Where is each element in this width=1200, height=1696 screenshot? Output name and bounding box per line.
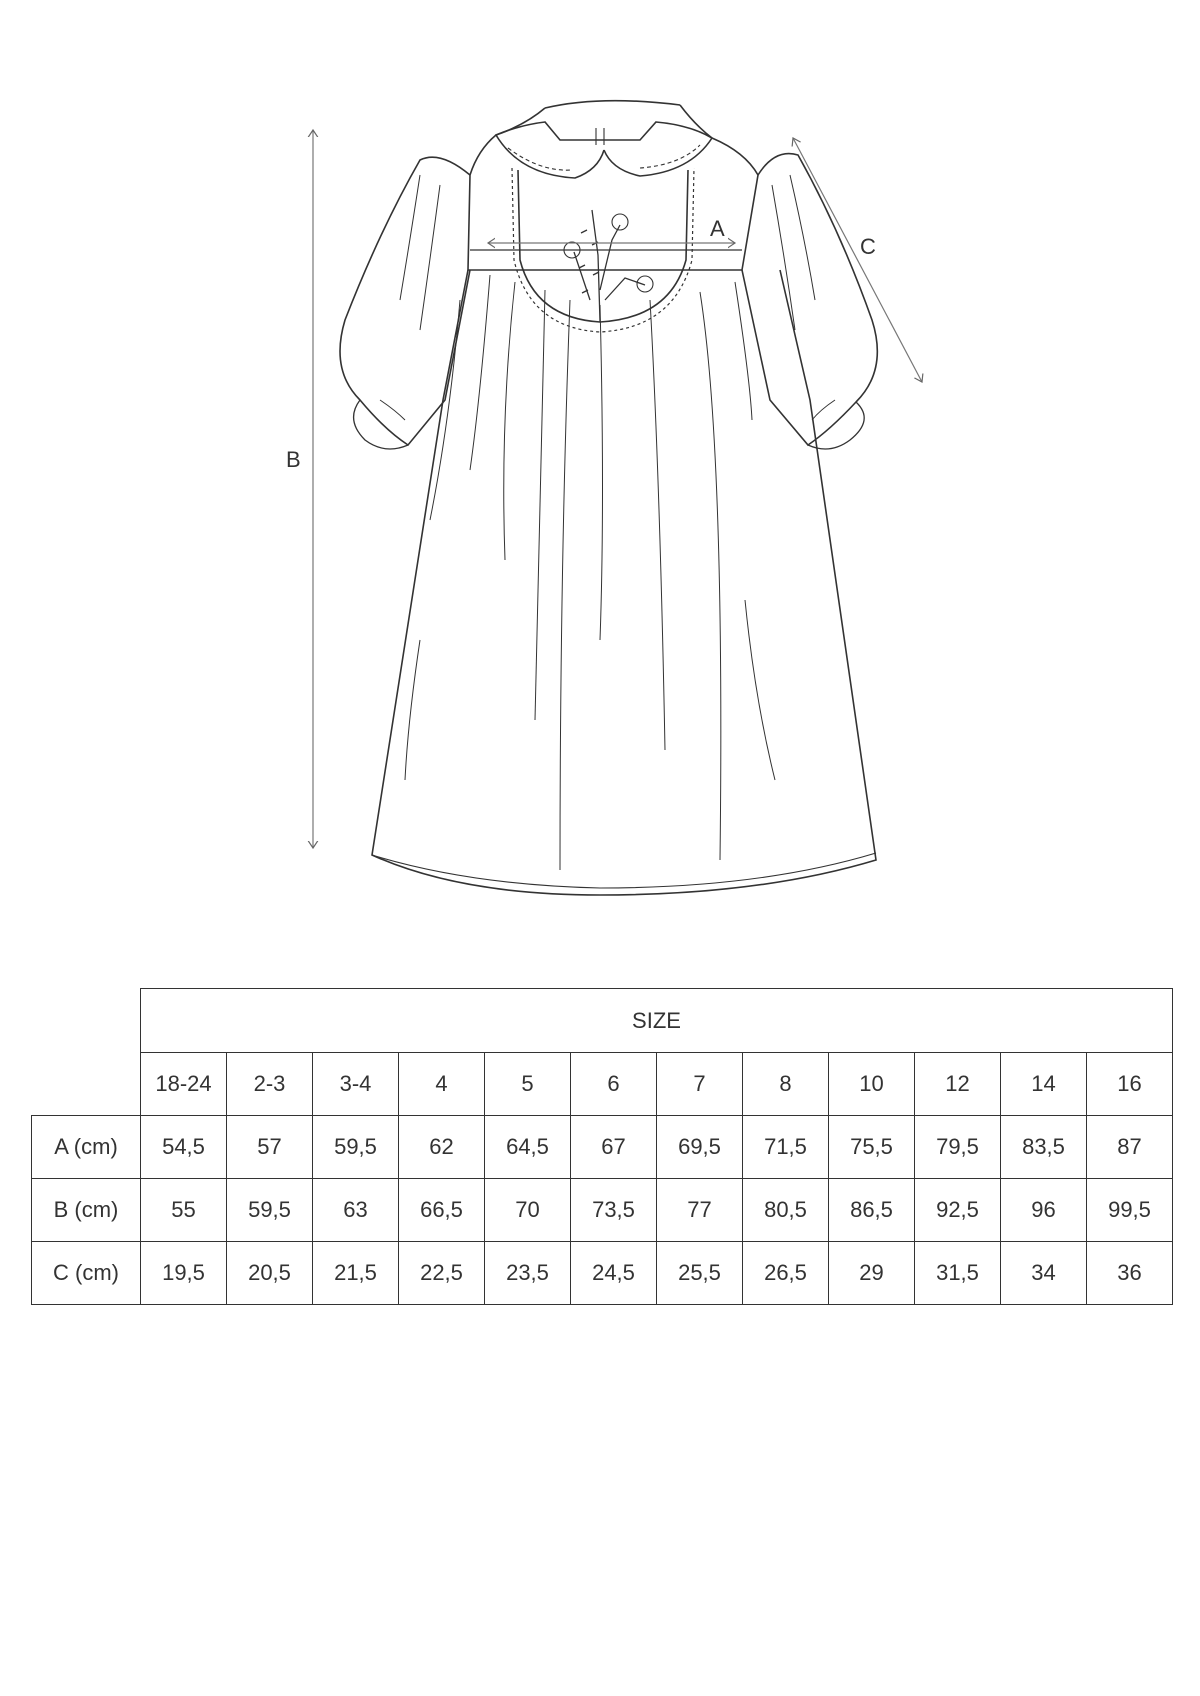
size-label: 3-4 xyxy=(313,1053,399,1116)
table-cell: 55 xyxy=(141,1179,227,1242)
table-cell: 96 xyxy=(1001,1179,1087,1242)
size-label: 5 xyxy=(485,1053,571,1116)
size-label: 10 xyxy=(829,1053,915,1116)
row-label: A (cm) xyxy=(32,1116,141,1179)
size-label: 7 xyxy=(657,1053,743,1116)
dress-collar xyxy=(496,101,712,178)
size-chart-table xyxy=(31,988,1173,1305)
left-sleeve xyxy=(340,157,470,449)
table-cell: 26,5 xyxy=(743,1242,829,1305)
table-cell: 24,5 xyxy=(571,1242,657,1305)
table-cell: 34 xyxy=(1001,1242,1087,1305)
table-cell: 87 xyxy=(1087,1116,1173,1179)
table-cell: 63 xyxy=(313,1179,399,1242)
table-cell: 71,5 xyxy=(743,1116,829,1179)
table-cell: 29 xyxy=(829,1242,915,1305)
table-cell: 59,5 xyxy=(227,1179,313,1242)
measure-label-b: B xyxy=(286,447,301,472)
table-cell: 21,5 xyxy=(313,1242,399,1305)
table-cell: 59,5 xyxy=(313,1116,399,1179)
table-cell: 54,5 xyxy=(141,1116,227,1179)
sizes-row xyxy=(32,1053,1173,1116)
table-cell: 64,5 xyxy=(485,1116,571,1179)
size-label: 14 xyxy=(1001,1053,1087,1116)
table-cell: 22,5 xyxy=(399,1242,485,1305)
size-header-row xyxy=(32,989,1173,1053)
table-cell: 92,5 xyxy=(915,1179,1001,1242)
size-label: 4 xyxy=(399,1053,485,1116)
table-cell: 77 xyxy=(657,1179,743,1242)
size-label: 6 xyxy=(571,1053,657,1116)
table-cell: 73,5 xyxy=(571,1179,657,1242)
size-header: SIZE xyxy=(141,989,1173,1053)
table-cell: 57 xyxy=(227,1116,313,1179)
table-cell: 19,5 xyxy=(141,1242,227,1305)
table-row xyxy=(32,1179,1173,1242)
table-cell: 86,5 xyxy=(829,1179,915,1242)
table-cell: 99,5 xyxy=(1087,1179,1173,1242)
table-cell: 80,5 xyxy=(743,1179,829,1242)
measure-label-c: C xyxy=(860,234,876,259)
table-cell: 20,5 xyxy=(227,1242,313,1305)
table-cell: 36 xyxy=(1087,1242,1173,1305)
table-cell: 31,5 xyxy=(915,1242,1001,1305)
measure-label-a: A xyxy=(710,216,725,241)
measure-line-c xyxy=(793,138,922,382)
table-row xyxy=(32,1116,1173,1179)
right-sleeve xyxy=(742,154,877,449)
table-cell: 25,5 xyxy=(657,1242,743,1305)
dress-skirt xyxy=(372,270,876,895)
table-cell: 70 xyxy=(485,1179,571,1242)
size-label: 2-3 xyxy=(227,1053,313,1116)
row-label: C (cm) xyxy=(32,1242,141,1305)
size-label: 18-24 xyxy=(141,1053,227,1116)
table-cell: 75,5 xyxy=(829,1116,915,1179)
table-cell: 67 xyxy=(571,1116,657,1179)
table-cell: 83,5 xyxy=(1001,1116,1087,1179)
row-label: B (cm) xyxy=(32,1179,141,1242)
table-cell: 79,5 xyxy=(915,1116,1001,1179)
size-label: 8 xyxy=(743,1053,829,1116)
size-label: 12 xyxy=(915,1053,1001,1116)
table-cell: 69,5 xyxy=(657,1116,743,1179)
size-label: 16 xyxy=(1087,1053,1173,1116)
table-cell: 66,5 xyxy=(399,1179,485,1242)
dress-bodice xyxy=(468,122,758,270)
table-cell: 62 xyxy=(399,1116,485,1179)
table-row xyxy=(32,1242,1173,1305)
table-cell: 23,5 xyxy=(485,1242,571,1305)
